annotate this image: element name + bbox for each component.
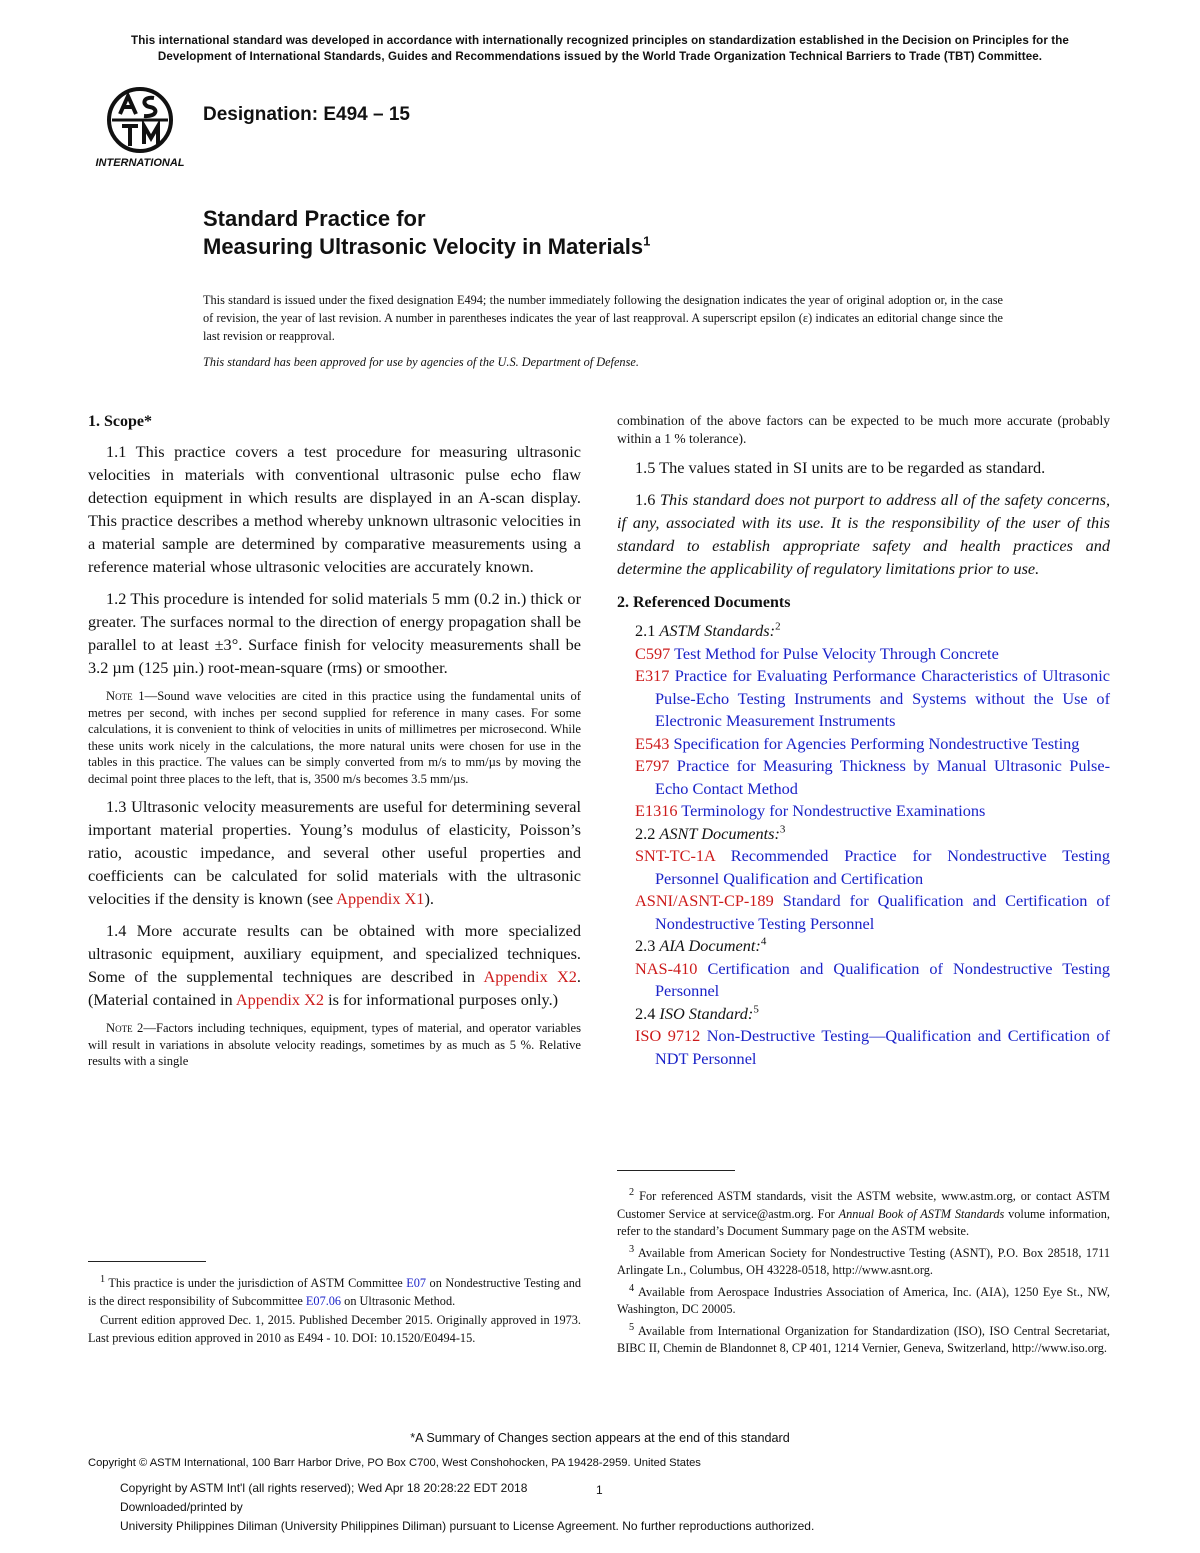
asnt-documents-title: ASNT Documents: [659,823,780,843]
reference-code-link[interactable]: C597 [635,643,671,663]
reference-item [617,845,1110,890]
astm-standards-title: ASTM Standards: [659,621,776,640]
astm-standards-footnote-ref: 2 [775,620,781,633]
tbt-notice-line2: Development of International Standards, Guides and Recommendations issued by the World Trade Organization Technical Barriers to Trade (TBT) Committee. [157,50,1043,63]
footnote-4-text: Available from Aerospace Industries Association of America, Inc. (AIA), 1250 Eye St., NW, Washington, DC 20005. [617,1284,1110,1317]
footnote-1-end: on Ultrasonic Method. [341,1293,456,1308]
aia-document-heading [617,935,1110,958]
reference-code-link[interactable]: E1316 [635,801,678,820]
aia-document-title: AIA Document: [659,936,761,955]
iso-standards-list [617,1025,1110,1070]
footnote-4-marker: 4 [629,1282,635,1294]
footnote-divider-left [88,1261,206,1262]
reference-item [617,1025,1110,1070]
subcommittee-e0706-link[interactable]: E07.06 [305,1293,342,1308]
reference-title-link[interactable]: Practice for Evaluating Performance Characteristics of Ultrasonic Pulse-Echo Testing Instruments and Systems without the Use of Electronic Measurement Instruments [655,666,1110,730]
reference-code-link[interactable]: E317 [635,666,670,685]
asnt-documents-number: 2.2 [635,823,660,843]
para-1-1: 1.1 This practice covers a test procedure for measuring ultrasonic velocities in materials with conventional ultrasonic pulse echo flaw detection equipment in which results are displayed in an A-scan display. This practice describes a method whereby unknown ultrasonic velocities in a material sample are determined by comparative measurements using a reference material whose ultrasonic velocities are accurately known. [88,442,581,576]
footnote-3-marker: 3 [629,1243,635,1255]
tbt-notice-line1: This international standard was developed in accordance with internationally recognized principles on standardization established in the Decision on Principles for the [131,34,1069,47]
copyright-line: Copyright © ASTM International, 100 Barr Harbor Drive, PO Box C700, West Conshohocken, PA 19428-2959. United States [88,1457,701,1469]
reference-item [617,755,1110,800]
reference-item [617,890,1110,935]
note-2-label: Note 2 [106,1021,144,1035]
tbt-notice [60,33,1140,65]
title-line1: Standard Practice for [203,206,426,231]
iso-standard-heading [617,1003,1110,1026]
reference-item [617,958,1110,1003]
note-1-label: Note 1 [106,689,145,703]
para-1-4-text: 1.4 More accurate results can be obtained with more specialized ultrasonic equipment, auxiliary equipment, and specialized techniques. Some of the supplemental techniques are described in [88,921,581,986]
para-1-2: 1.2 This procedure is intended for solid materials 5 mm (0.2 in.) thick or greater. The surfaces normal to the direction of energy propagation shall be parallel to at least ±3°. Surface finish for velocity measurements shall be 3.2 µm (125 µin.) root-mean-square (rms) or smoother. [88,589,581,677]
footnote-3 [617,1241,1110,1280]
edition-note: Current edition approved Dec. 1, 2015. Published December 2015. Originally approved in 1973. Last previous edition approved in 2010 as E494 - 10. DOI: 10.1520/E0494-15. [88,1313,581,1345]
para-1-3 [88,795,581,910]
note-2-text: —Factors including techniques, equipment, types of material, and operator variables will result in variations in absolute velocity readings, sometimes by as much as 5 %. Relative results with a single [88,1021,581,1068]
note-2 [88,1020,581,1070]
reference-code-link[interactable]: E797 [635,756,670,775]
download-line-1: Copyright by ASTM Int'l (all rights reserved); Wed Apr 18 20:28:22 EDT 2018 [120,1481,528,1495]
reference-title-link[interactable]: Practice for Measuring Thickness by Manual Ultrasonic Pulse-Echo Contact Method [655,756,1110,798]
footnote-3-text: Available from American Society for Nondestructive Testing (ASNT), P.O. Box 28518, 1711 Arlingate Ln., Columbus, OH 43228-0518, http://www.asnt.org. [617,1245,1110,1278]
logo-wordmark: INTERNATIONAL [95,157,185,169]
footnote-2-book-title: Annual Book of ASTM Standards [838,1206,1005,1221]
appendix-x2-link-2[interactable]: Appendix X2 [235,990,325,1009]
reference-title-link[interactable]: Non-Destructive Testing—Qualification and Certification of NDT Personnel [655,1026,1110,1068]
footnote-5-marker: 5 [629,1321,635,1333]
aia-document-number: 2.3 [635,936,660,955]
footnote-1-marker: 1 [100,1274,106,1285]
astm-logo [92,86,188,170]
footnotes-right [617,1184,1110,1358]
iso-standard-title: ISO Standard: [659,1003,754,1023]
section-2-heading: 2. Referenced Documents [617,594,791,611]
reference-item [617,643,1110,666]
footnote-2-end: volume information, refer to the standard’s Document Summary page on the ASTM website. [617,1206,1110,1239]
summary-of-changes-note: *A Summary of Changes section appears at the end of this standard [410,1431,790,1445]
footnote-4 [617,1280,1110,1319]
reference-code-link[interactable]: ISO 9712 [635,1026,701,1045]
reference-title-link[interactable]: Specification for Agencies Performing Nondestructive Testing [669,733,1080,753]
astm-standards-heading [617,620,1110,643]
footnote-2 [617,1184,1110,1241]
iso-standard-footnote-ref: 5 [753,1003,759,1016]
appendix-x2-link[interactable]: Appendix X2 [483,967,577,986]
reference-code-link[interactable]: NAS-410 [635,958,698,978]
issuance-note: This standard is issued under the fixed designation E494; the number immediately following the designation indicates the year of original adoption or, in the case of revision, the year of last revision. A number in parentheses indicates the year of last reapproval. A superscript epsilon (ε) indicates an editorial change since the last revision or reapproval. [203,293,1003,343]
reference-item [617,800,1110,823]
para-1-3-end: ). [424,889,434,908]
reference-code-link[interactable]: SNT-TC-1A [635,846,715,865]
title-line2 [203,234,650,260]
asnt-documents-footnote-ref: 3 [779,823,786,836]
reference-code-link[interactable]: E543 [635,733,670,753]
note-2-continued: combination of the above factors can be expected to be much more accurate (probably within a 1 % tolerance). [617,413,1110,446]
section-1-heading: 1. Scope* [88,413,152,430]
appendix-x1-link[interactable]: Appendix X1 [336,889,425,908]
download-line-2: Downloaded/printed by [120,1500,243,1514]
designation: Designation: E494 – 15 [203,104,410,125]
download-notice [120,1479,814,1536]
reference-title-link[interactable]: Recommended Practice for Nondestructive Testing Personnel Qualification and Certification [655,846,1110,888]
footnote-1-text: This practice is under the jurisdiction of ASTM Committee [105,1276,407,1291]
footnote-5 [617,1319,1110,1358]
reference-item [617,733,1110,756]
reference-item [617,665,1110,733]
reference-code-link[interactable]: ASNI/ASNT-CP-189 [635,891,774,910]
title-text: Measuring Ultrasonic Velocity in Materials [203,234,644,259]
para-1-4-end: is for informational purposes only.) [324,990,559,1009]
title-footnote-ref: 1 [643,233,651,249]
astm-logo-icon [92,86,188,170]
footnote-divider-right [617,1170,735,1171]
para-1-6-text: This standard does not purport to address all of the safety concerns, if any, associated with its use. It is the responsibility of the user of this standard to establish appropriate safety and health practices and determine the applicability of regulatory limitations prior to use. [617,490,1111,578]
reference-title-link[interactable]: Certification and Qualification of Nondestructive Testing Personnel [655,958,1110,1000]
asnt-documents-heading [617,823,1110,846]
right-column [617,412,1110,1070]
aia-documents-list [617,958,1110,1003]
iso-standard-number: 2.4 [635,1003,660,1023]
aia-document-footnote-ref: 4 [760,935,767,948]
para-1-5: 1.5 The values stated in SI units are to be regarded as standard. [635,458,1046,477]
footnote-1-mid: on Nondestructive Testing and is the direct responsibility of Subcommittee [88,1276,582,1308]
committee-e07-link[interactable]: E07 [406,1276,427,1291]
astm-standards-list [617,643,1110,823]
asnt-documents-list [617,845,1110,935]
footnote-5-text: Available from International Organization for Standardization (ISO), ISO Central Secretariat, BIBC II, Chemin de Blandonnet 8, CP 401, 1214 Vernier, Geneva, Switzerland, http://www.iso.org. [617,1323,1110,1356]
footnotes-left [88,1271,581,1347]
para-1-4 [88,919,581,1011]
page-number: 1 [596,1483,603,1497]
left-column [88,413,581,1078]
dod-approval: This standard has been approved for use by agencies of the U.S. Department of Defense. [203,355,639,369]
footnote-2-text: For referenced ASTM standards, visit the ASTM website, www.astm.org, or contact ASTM Customer Service at service@astm.org. For [617,1189,1110,1221]
astm-standards-number: 2.1 [635,621,660,640]
download-line-3: University Philippines Diliman (University Philippines Diliman) pursuant to License Agreement. No further reproductions authorized. [120,1519,815,1533]
footnote-1 [88,1271,581,1310]
note-1-text: —Sound wave velocities are cited in this practice using the fundamental units of metres per second, with inches per second supplied for reference in many cases. For some calculations, it is convenient to think of velocities in units of millimetres per microsecond. While these units work nicely in the calculations, the more natural units were chosen for use in the tables in this practice. The values can be simply converted from m/s to mm/µs by moving the decimal point three places to the left, that is, 3500 m/s becomes 3.5 mm/µs. [88,689,581,786]
note-1 [88,688,581,787]
footnote-2-marker: 2 [629,1187,635,1198]
reference-title-link[interactable]: Terminology for Nondestructive Examinations [677,801,986,820]
para-1-6-number: 1.6 [635,490,660,509]
reference-title-link[interactable]: Standard for Qualification and Certification of Nondestructive Testing Personnel [655,891,1110,933]
reference-title-link[interactable]: Test Method for Pulse Velocity Through Concrete [670,643,999,663]
para-1-4-mid: . (Material contained in [88,967,581,1009]
para-1-3-text: 1.3 Ultrasonic velocity measurements are useful for determining several important material properties. Young’s modulus of elasticity, Poisson’s ratio, acoustic impedance, and several other useful properties and coefficients can be calculated for solid materials with the ultrasonic velocities if the density is known (see [88,797,581,908]
para-1-6 [617,488,1110,580]
